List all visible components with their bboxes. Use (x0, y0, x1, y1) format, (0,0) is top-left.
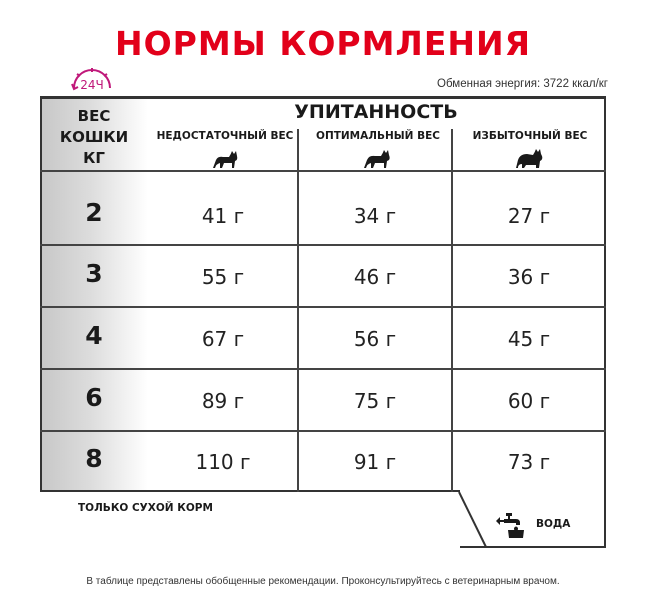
water-label: ВОДА (536, 518, 571, 530)
divider-row-3 (40, 368, 606, 370)
condition-header: УПИТАННОСТЬ (294, 101, 458, 123)
badge-text: 24Ч (80, 78, 104, 92)
table-cell: 41 г (201, 204, 245, 228)
weight-header (44, 106, 144, 169)
column-underweight: НЕДОСТАТОЧНЫЙ ВЕС (156, 130, 294, 142)
dry-food-note: ТОЛЬКО СУХОЙ КОРМ (78, 502, 213, 514)
table-cell: 45 г (507, 327, 551, 351)
table-cell: 60 г (507, 389, 551, 413)
table-cell: 34 г (353, 204, 397, 228)
row-weight: 8 (85, 444, 103, 473)
table-cell: 55 г (201, 265, 245, 289)
row-weight: 4 (85, 321, 103, 350)
row-weight: 6 (85, 383, 103, 412)
table-cell: 73 г (507, 450, 551, 474)
optimal-cat-icon (362, 148, 392, 170)
table-border-bottom (40, 490, 460, 492)
24h-badge-icon (68, 66, 116, 100)
feeding-table (40, 96, 606, 548)
table-cell: 91 г (353, 450, 397, 474)
table-cell: 46 г (353, 265, 397, 289)
footnote: В таблице представлены обобщенные рекомендации. Проконсультируйтесь с ветеринарным врачом. (86, 576, 560, 587)
table-cell: 89 г (201, 389, 245, 413)
overweight-cat-icon (514, 148, 544, 170)
row-weight: 2 (85, 198, 103, 227)
table-cell: 36 г (507, 265, 551, 289)
table-cell: 27 г (507, 204, 551, 228)
table-cell: 75 г (353, 389, 397, 413)
energy-info: Обменная энергия: 3722 ккал/кг (437, 78, 608, 90)
column-optimal: ОПТИМАЛЬНЫЙ ВЕС (316, 130, 440, 142)
divider-row-1 (40, 244, 606, 246)
column-overweight: ИЗБЫТОЧНЫЙ ВЕС (472, 130, 588, 142)
weight-header-line-2: КОШКИ (59, 128, 129, 146)
thin-cat-icon (210, 148, 240, 170)
table-border-right (604, 96, 606, 548)
weight-header-line-1: ВЕС (77, 107, 111, 125)
divider-col-1 (297, 129, 299, 492)
divider-col-2 (451, 129, 453, 492)
page-title: НОРМЫ КОРМЛЕНИЯ (114, 24, 532, 63)
table-cell: 67 г (201, 327, 245, 351)
table-cell: 56 г (353, 327, 397, 351)
table-corner-diagonal (458, 491, 488, 549)
weight-header-line-3: КГ (83, 149, 105, 167)
divider-row-2 (40, 306, 606, 308)
divider-row-4 (40, 430, 606, 432)
divider-header (40, 170, 606, 172)
row-weight: 3 (85, 259, 103, 288)
table-border-left (40, 96, 42, 492)
table-cell: 110 г (195, 450, 251, 474)
